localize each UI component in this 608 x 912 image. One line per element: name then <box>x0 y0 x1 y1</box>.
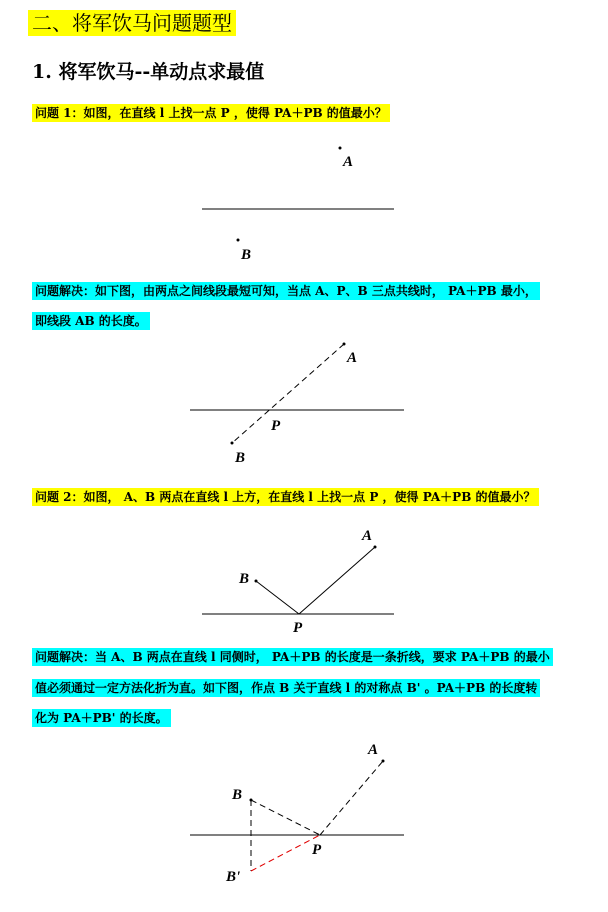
solution-2-line-3: 化为 PA＋PB' 的长度。 <box>32 709 171 727</box>
problem-2-text: 问题 2：如图， A、B 两点在直线 l 上方，在直线 l 上找一点 P ，使得 PA＋PB 的值最小？ <box>32 488 539 506</box>
solution-2-line-1: 问题解决：当 A、B 两点在直线 l 同侧时， PA＋PB 的长度是一条折线，要求 PA＋PB 的最小 <box>32 648 553 666</box>
section-title: 二、将军饮马问题题型 <box>28 10 236 36</box>
label-p: P <box>312 842 322 858</box>
point-b-dot <box>231 442 234 445</box>
label-b: B <box>239 571 250 587</box>
figure-4 <box>0 735 608 895</box>
label-b: B <box>241 247 252 263</box>
figure-2 <box>0 330 608 470</box>
point-a-dot <box>339 147 342 150</box>
solution-1-line-2: 即线段 AB 的长度。 <box>32 312 150 330</box>
label-b: B <box>235 450 246 466</box>
label-a: A <box>368 742 379 758</box>
problem-1-text: 问题 1：如图，在直线 l 上找一点 P ，使得 PA＋PB 的值最小？ <box>32 104 390 122</box>
label-p: P <box>293 620 303 636</box>
figure-3 <box>0 520 608 640</box>
label-b-prime: B' <box>226 869 241 885</box>
solution-2-line-2: 值必须通过一定方法化折为直。如下图，作点 B 关于直线 l 的对称点 B' 。PA＋PB 的长度转 <box>32 679 540 697</box>
subsection-title: 1. 将军饮马--单动点求最值 <box>32 61 265 83</box>
point-b-dot <box>237 239 240 242</box>
segment-bp-dashed <box>251 800 320 835</box>
segment-ab-dashed <box>232 344 344 443</box>
label-a: A <box>347 350 358 366</box>
label-b: B <box>232 787 243 803</box>
label-a: A <box>362 528 373 544</box>
segment-bp <box>256 581 299 614</box>
label-p: P <box>271 418 281 434</box>
figure-1 <box>0 130 608 270</box>
segment-pa <box>299 547 375 614</box>
segment-pa-dashed <box>320 761 383 835</box>
label-a: A <box>343 154 354 170</box>
segment-b-prime-p-red-dashed <box>251 835 320 871</box>
solution-1-line-1: 问题解决：如下图，由两点之间线段最短可知，当点 A、P、B 三点共线时， PA＋PB 最小， <box>32 282 540 300</box>
